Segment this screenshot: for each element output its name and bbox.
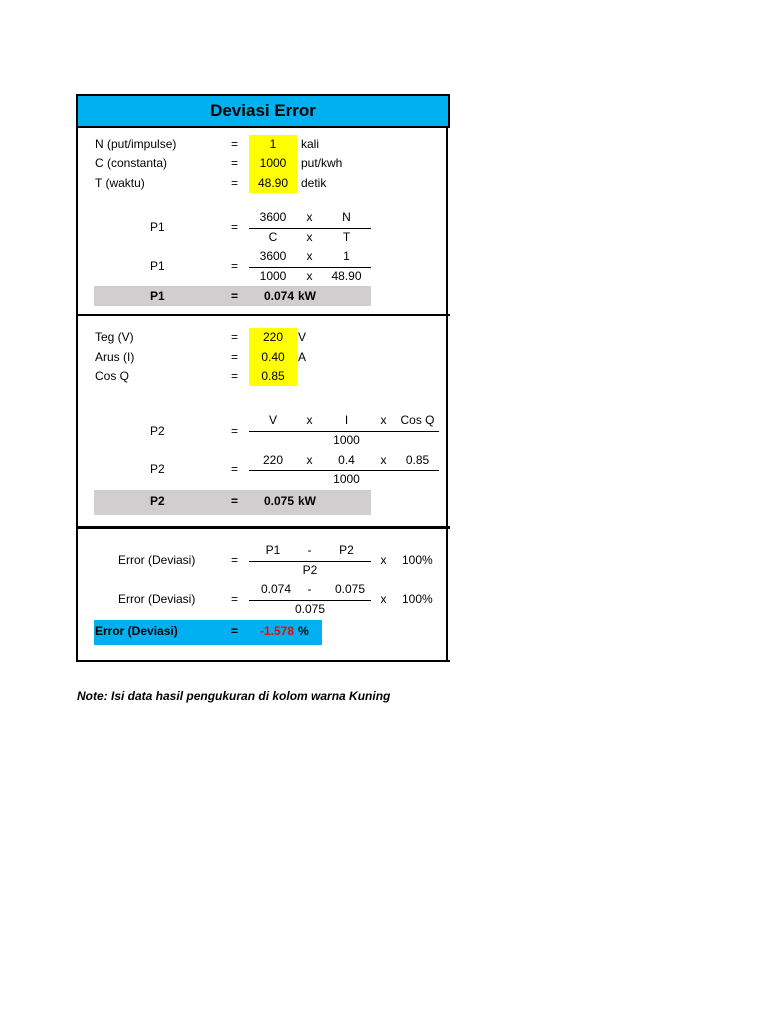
value-teg[interactable]: 220 <box>262 330 284 344</box>
p1-formula-label: P1 <box>150 220 165 234</box>
p2-calc-eq: = <box>231 462 239 476</box>
p1-fraction-line <box>249 228 371 229</box>
p1-num-a: 3600 <box>259 210 287 224</box>
p1-calc-den-op: x <box>306 269 313 283</box>
p2-result-value: 0.075 <box>263 494 294 508</box>
p2-calc-num-cosq: 0.85 <box>405 453 430 467</box>
section-bottom-border <box>76 660 450 662</box>
error-result-value: -1.578 <box>259 624 294 638</box>
p2-num-i: I <box>344 413 349 427</box>
error-calc-eq: = <box>231 592 239 606</box>
error-calc-times: x <box>380 592 387 606</box>
p2-num-cosq: Cos Q <box>400 413 435 427</box>
p1-calc-label: P1 <box>150 259 165 273</box>
p2-num-op1: x <box>306 413 313 427</box>
p2-num-op2: x <box>380 413 387 427</box>
error-num-p2: P2 <box>339 543 354 557</box>
p1-result-eq: = <box>231 289 239 303</box>
value-t[interactable]: 48.90 <box>257 176 289 190</box>
p2-formula-label: P2 <box>150 424 165 438</box>
error-calc-pct: 100% <box>402 592 433 606</box>
error-formula-eq: = <box>231 553 239 567</box>
error-calc-den: 0.075 <box>294 602 326 616</box>
error-result-eq: = <box>231 624 239 638</box>
eq-t: = <box>231 176 239 190</box>
p2-num-v: V <box>268 413 277 427</box>
error-result-label: Error (Deviasi) <box>95 624 178 638</box>
eq-arus: = <box>231 350 239 364</box>
value-c[interactable]: 1000 <box>259 156 287 170</box>
label-teg: Teg (V) <box>95 330 134 344</box>
error-result-unit: % <box>298 624 309 638</box>
label-c: C (constanta) <box>95 156 168 170</box>
eq-n: = <box>231 137 239 151</box>
label-t: T (waktu) <box>95 176 145 190</box>
p2-result-label: P2 <box>150 494 165 508</box>
p1-calc-den-a: 1000 <box>259 269 287 283</box>
p2-calc-fraction-line <box>249 470 439 471</box>
eq-teg: = <box>231 330 239 344</box>
p2-fraction-line <box>249 431 439 432</box>
error-calc-label: Error (Deviasi) <box>118 592 196 606</box>
p1-result-value: 0.074 <box>263 289 294 303</box>
p1-calc-eq: = <box>231 259 239 273</box>
unit-n: kali <box>301 137 320 151</box>
unit-t: detik <box>301 176 327 190</box>
value-n[interactable]: 1 <box>269 137 277 151</box>
eq-cosq: = <box>231 369 239 383</box>
error-times: x <box>380 553 387 567</box>
p2-calc-num-op1: x <box>306 453 313 467</box>
error-formula-label: Error (Deviasi) <box>118 553 196 567</box>
p1-result-unit: kW <box>298 289 316 303</box>
unit-arus: A <box>298 350 307 364</box>
eq-c: = <box>231 156 239 170</box>
p1-den-b: T <box>342 230 351 244</box>
error-num-op: - <box>307 543 312 557</box>
p1-calc-num-op: x <box>306 249 313 263</box>
label-arus: Arus (I) <box>95 350 135 364</box>
label-n: N (put/impulse) <box>95 137 177 151</box>
p1-calc-fraction-line <box>249 267 371 268</box>
p1-den-op: x <box>306 230 313 244</box>
p1-den-a: C <box>268 230 278 244</box>
p2-den: 1000 <box>333 433 360 447</box>
value-arus[interactable]: 0.40 <box>261 350 285 364</box>
error-pct: 100% <box>402 553 433 567</box>
error-fraction-line <box>249 561 371 562</box>
p1-num-b: N <box>342 210 351 224</box>
p2-result-unit: kW <box>298 494 316 508</box>
p1-num-op: x <box>306 210 313 224</box>
error-num-p1: P1 <box>265 543 281 557</box>
unit-c: put/kwh <box>301 156 343 170</box>
label-cosq: Cos Q <box>95 369 130 383</box>
p1-calc-num-a: 3600 <box>259 249 287 263</box>
error-calc-num-p1: 0.074 <box>260 582 292 596</box>
error-calc-num-p2: 0.075 <box>334 582 366 596</box>
sheet-title: Deviasi Error <box>76 94 450 128</box>
note-text: Note: Isi data hasil pengukuran di kolom warna Kuning <box>77 689 391 703</box>
p2-calc-label: P2 <box>150 462 165 476</box>
p2-calc-num-op2: x <box>380 453 387 467</box>
p1-result-label: P1 <box>150 289 165 303</box>
error-calc-num-op: - <box>307 582 312 596</box>
p1-calc-num-b: 1 <box>343 249 350 263</box>
p1-formula-eq: = <box>231 220 239 234</box>
p2-calc-num-i: 0.4 <box>338 453 355 467</box>
error-den: P2 <box>302 563 318 577</box>
p2-calc-den: 1000 <box>333 472 360 486</box>
p1-calc-den-b: 48.90 <box>331 269 362 283</box>
error-calc-fraction-line <box>249 600 371 601</box>
p2-formula-eq: = <box>231 424 239 438</box>
value-cosq[interactable]: 0.85 <box>261 369 285 383</box>
p2-result-eq: = <box>231 494 239 508</box>
p2-calc-num-v: 220 <box>262 453 284 467</box>
unit-teg: V <box>298 330 307 344</box>
